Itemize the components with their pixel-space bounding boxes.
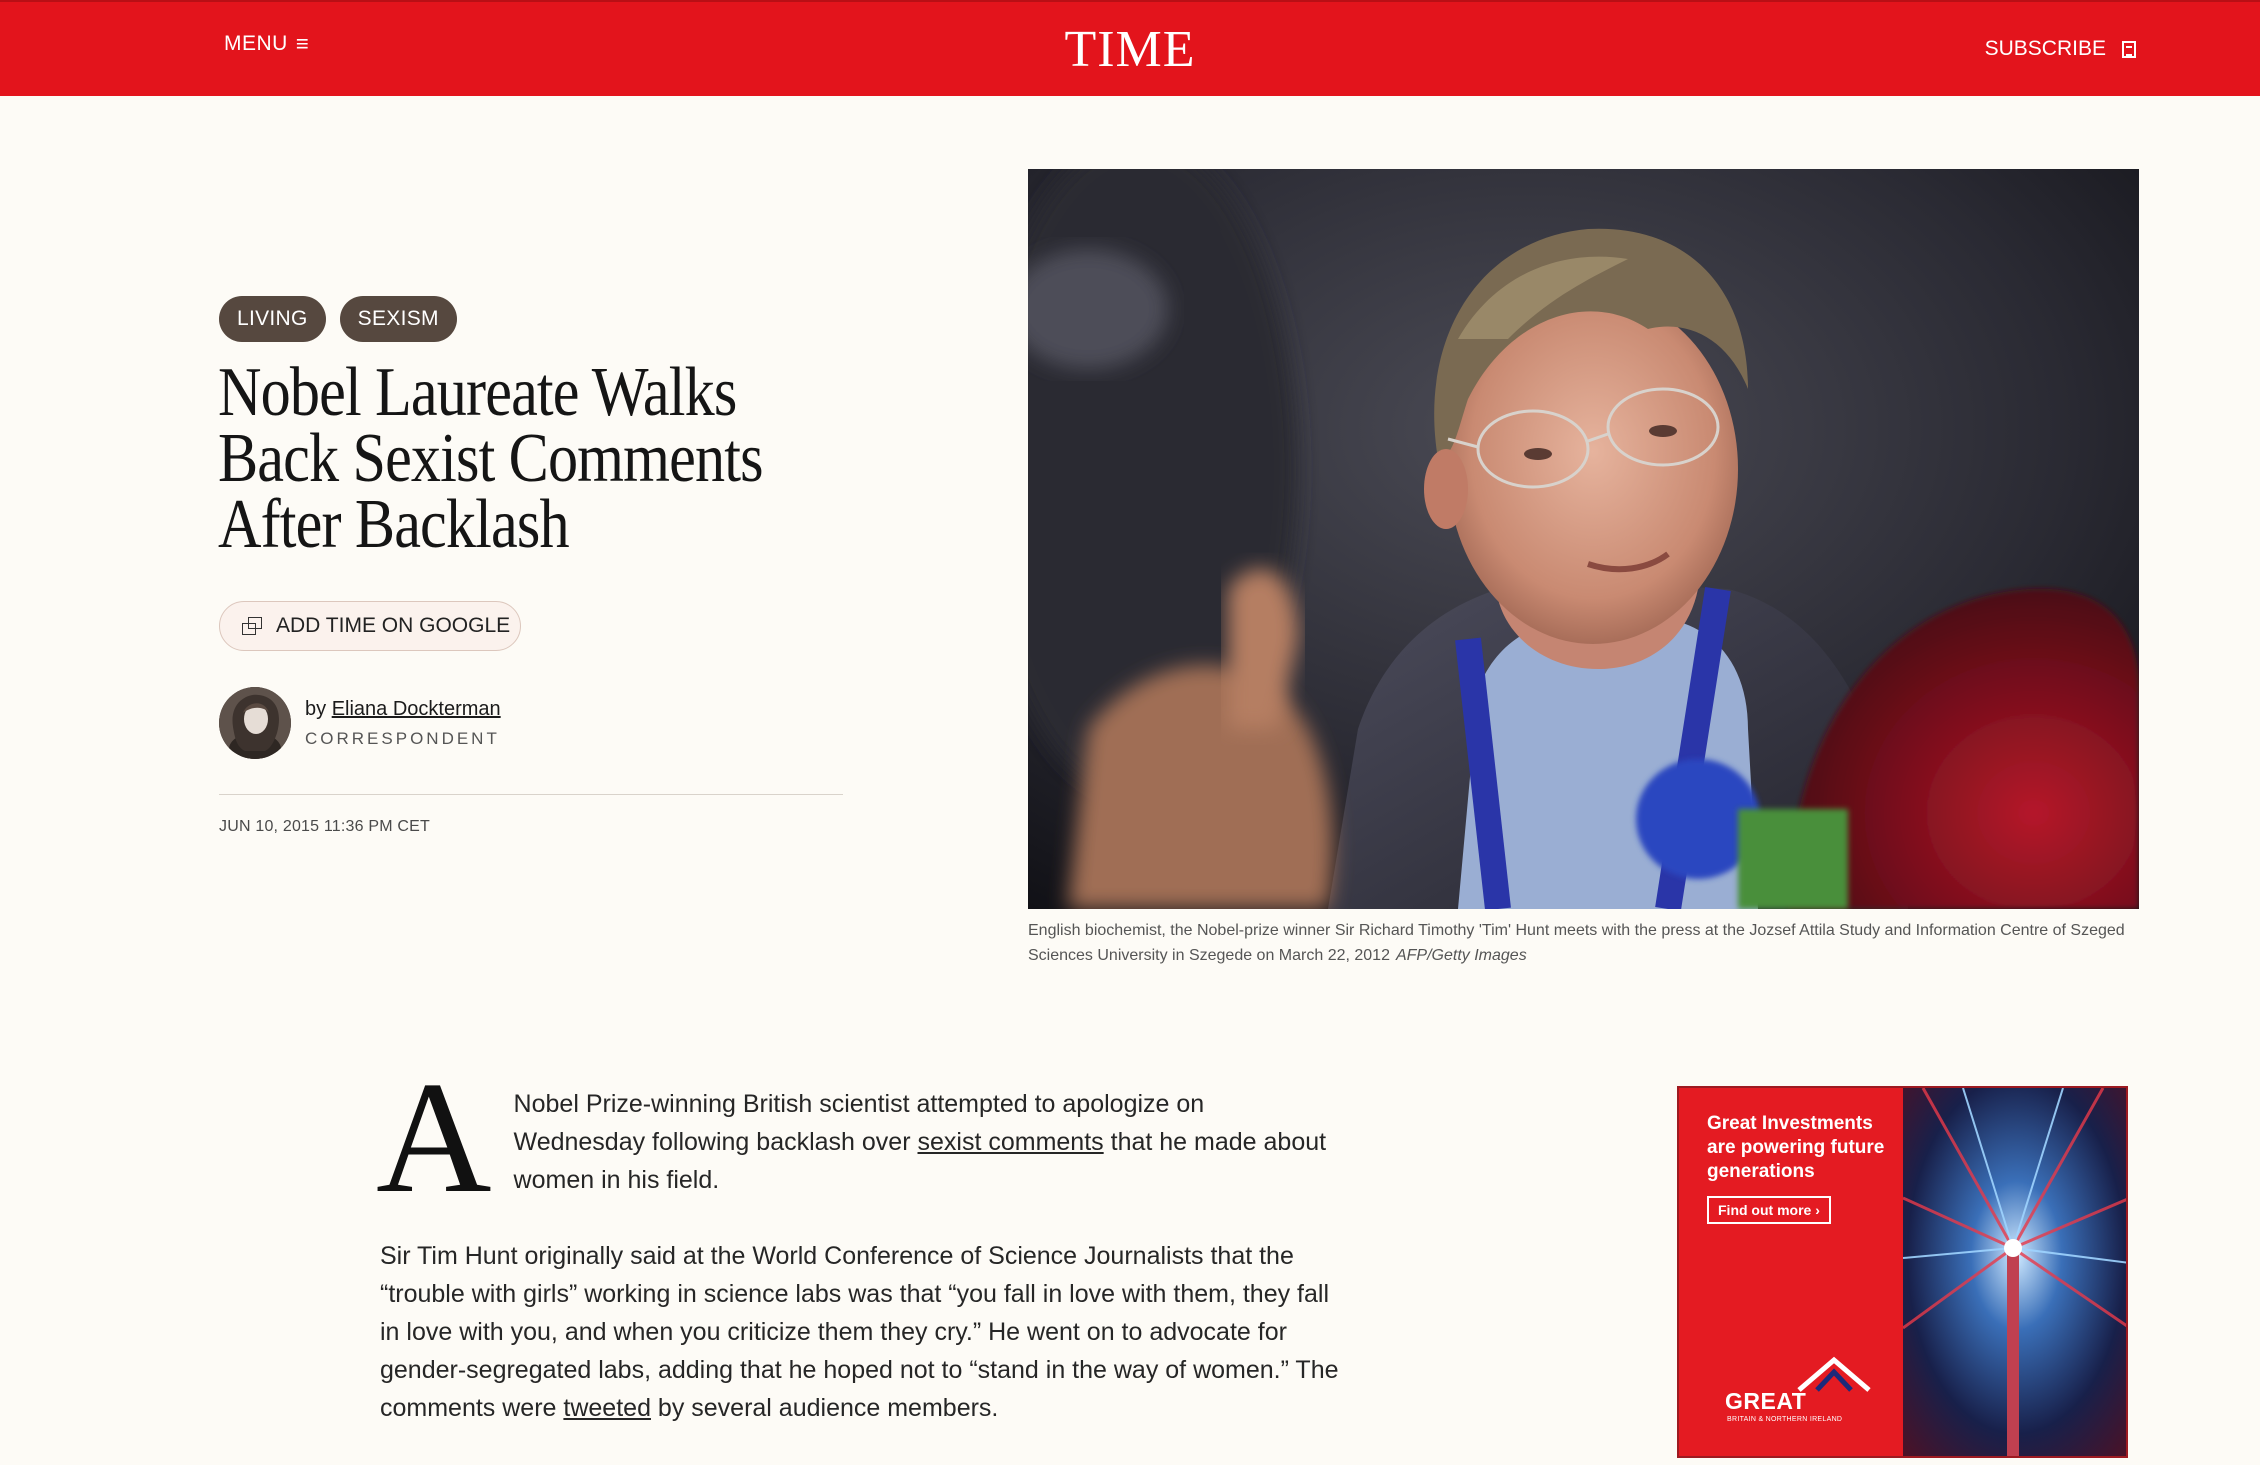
add-source-icon xyxy=(242,617,262,635)
paragraph-1-text-b: that he made about women in his field. xyxy=(513,1128,1327,1194)
article-body xyxy=(376,1048,1340,1465)
author-avatar[interactable] xyxy=(219,687,291,759)
author-portrait-icon xyxy=(219,687,291,759)
paragraph-2-text-b: by several audience members. xyxy=(657,1394,999,1422)
subscribe-button[interactable] xyxy=(1985,37,2136,61)
ad-cta-button[interactable] xyxy=(1707,1196,1831,1224)
drop-cap: A xyxy=(376,1048,492,1226)
paragraph-1 xyxy=(380,1068,1340,1199)
ad-cta-label: Find out more xyxy=(1718,1202,1812,1218)
time-logo-link[interactable]: TIME xyxy=(1064,21,1196,78)
subscribe-label: SUBSCRIBE xyxy=(1984,37,2106,60)
sexist-comments-link[interactable]: sexist comments xyxy=(917,1128,1104,1156)
ad-brand-sub: BRITAIN & NORTHERN IRELAND xyxy=(1727,1416,1843,1423)
wind-turbine-icon xyxy=(1903,1088,2128,1458)
chevron-right-icon: › xyxy=(1815,1202,1820,1218)
top-navigation-bar xyxy=(0,0,2260,96)
menu-button[interactable] xyxy=(224,32,309,56)
article-headline xyxy=(218,354,863,563)
document-icon xyxy=(2122,41,2136,58)
headline-line: Nobel Laureate Walks xyxy=(218,354,737,431)
photo-credit: AFP/Getty Images xyxy=(1395,947,1527,964)
headline-line: After Backlash xyxy=(218,486,569,563)
ad-image xyxy=(1903,1088,2128,1456)
headline-line: Back Sexist Comments xyxy=(218,420,763,497)
author-role: CORRESPONDENT xyxy=(305,728,500,748)
caption-text: English biochemist, the Nobel-prize winner Sir Richard Timothy 'Tim' Hunt meets with the press at the Jozsef Attila Study and Information Centre of Szeged Sciences University in Szegede on March 22, 2012 xyxy=(1028,922,2125,964)
byline-divider xyxy=(219,794,843,795)
paragraph-2-text-a: Sir Tim Hunt originally said at the World Conference of Science Journalists that the “trouble with girls” working in science labs was that “you fall in love with them, they fall in love with you, and when you criticize them they cry.” He went on to advocate for gender-segregated labs, adding that he hoped not to “stand in the way of women.” The comments were xyxy=(380,1242,1339,1422)
publish-date: JUN 10, 2015 11:36 PM CET xyxy=(219,818,431,835)
photo-caption xyxy=(1028,918,2139,968)
ad-brand: GREAT xyxy=(1725,1388,1807,1414)
paragraph-2 xyxy=(380,1237,1340,1427)
ad-headline: Great Investments are powering future generations xyxy=(1707,1113,1885,1182)
byline-author xyxy=(305,698,501,721)
tag-living[interactable]: LIVING xyxy=(219,296,326,342)
google-button-label: ADD TIME ON GOOGLE xyxy=(276,614,511,637)
scientist-press-photo xyxy=(1028,169,2139,909)
byline xyxy=(219,687,501,759)
menu-label: MENU xyxy=(224,32,288,55)
hamburger-icon: ≡ xyxy=(295,31,310,56)
tweeted-link[interactable]: tweeted xyxy=(563,1394,651,1422)
hero-photo xyxy=(1028,169,2139,909)
paragraph-1-text-a: Nobel Prize-winning British scientist attempted to apologize on Wednesday following backlash over xyxy=(513,1090,1205,1156)
advertisement[interactable] xyxy=(1677,1086,2128,1458)
tag-sexism[interactable]: SEXISM xyxy=(340,296,457,342)
byline-text xyxy=(305,698,501,749)
article-tags xyxy=(219,296,457,342)
author-link[interactable]: Eliana Dockterman xyxy=(331,697,501,720)
time-logo xyxy=(0,20,2260,80)
add-time-on-google-button[interactable] xyxy=(219,601,521,651)
byline-prefix: by xyxy=(305,697,327,720)
